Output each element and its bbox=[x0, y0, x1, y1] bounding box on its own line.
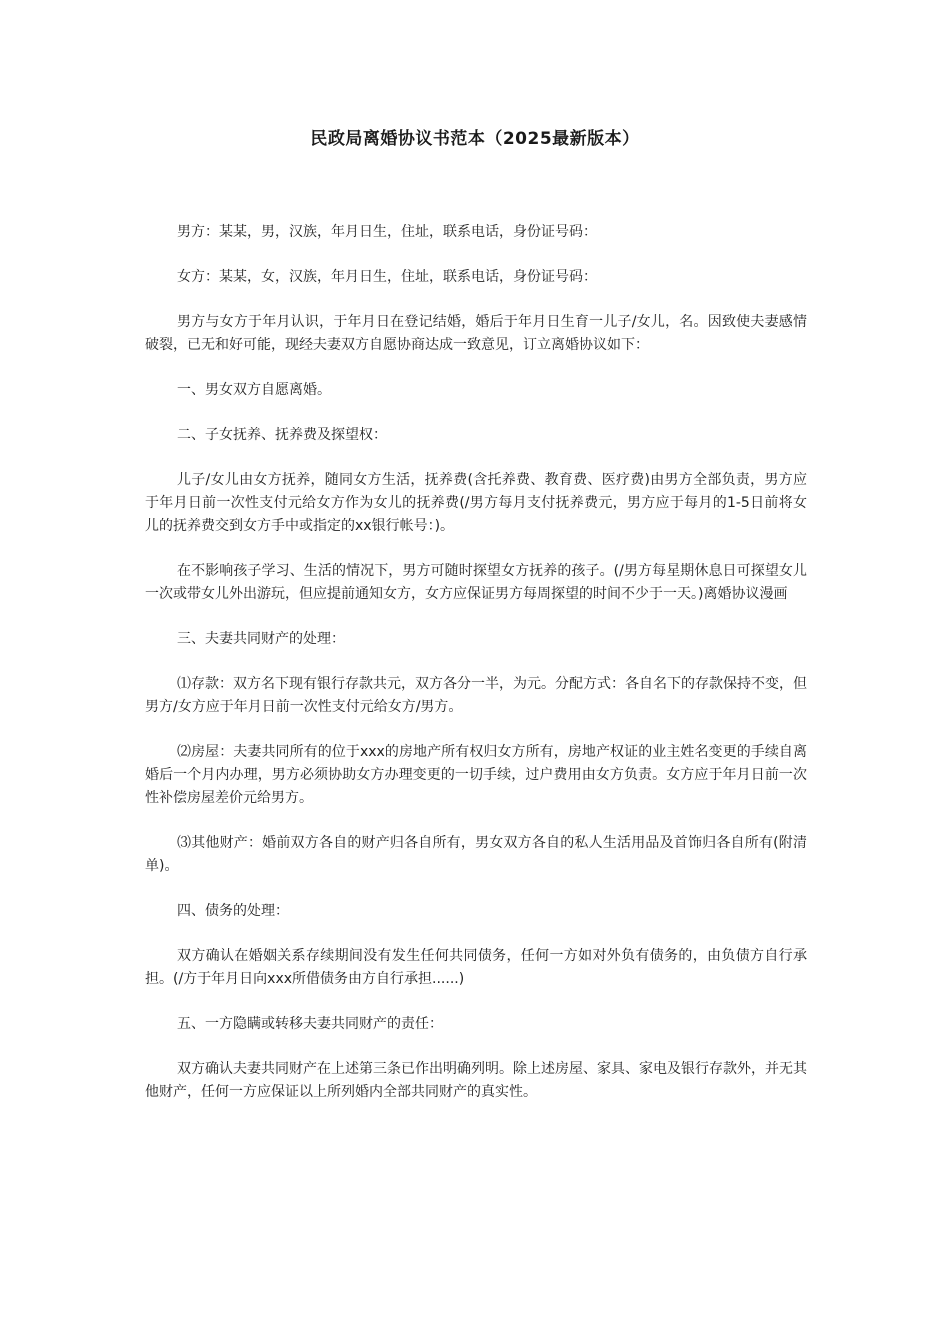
section-heading-divorce: 一、男女双方自愿离婚。 bbox=[177, 382, 331, 398]
party-male-info: 男方：某某，男，汉族，年月日生，住址，联系电话，身份证号码： bbox=[177, 224, 597, 240]
section-heading-property: 三、夫妻共同财产的处理： bbox=[177, 631, 345, 647]
party-female-info: 女方：某某，女，汉族，年月日生，住址，联系电话，身份证号码： bbox=[177, 269, 597, 285]
property-other-paragraph: ⑶其他财产：婚前双方各自的财产归各自所有，男女双方各自的私人生活用品及首饰归各自所有(附清单)。 bbox=[145, 835, 807, 874]
property-savings-paragraph: ⑴存款：双方名下现有银行存款共元，双方各分一半，为元。分配方式：各自名下的存款保持不变，但男方/女方应于年月日前一次性支付元给女方/男方。 bbox=[145, 676, 807, 715]
custody-paragraph: 儿子/女儿由女方抚养，随同女方生活，抚养费(含托养费、教育费、医疗费)由男方全部负责，男方应于年月日前一次性支付元给女方作为女儿的抚养费(/男方每月支付抚养费元，男方应于每月的1-5日前将女儿的抚养费交到女方手中或指定的xx银行帐号：)。 bbox=[145, 472, 807, 534]
document-title: 民政局离婚协议书范本（2025最新版本） bbox=[310, 129, 640, 149]
visitation-paragraph: 在不影响孩子学习、生活的情况下，男方可随时探望女方抚养的孩子。(/男方每星期休息日可探望女儿一次或带女儿外出游玩，但应提前通知女方，女方应保证男方每周探望的时间不少于一天。)离婚协议漫画 bbox=[145, 563, 807, 602]
property-house-paragraph: ⑵房屋：夫妻共同所有的位于xxx的房地产所有权归女方所有，房地产权证的业主姓名变更的手续自离婚后一个月内办理，男方必须协助女方办理变更的一切手续，过户费用由女方负责。女方应于年月日前一次性补偿房屋差价元给男方。 bbox=[145, 744, 807, 806]
document-body bbox=[145, 221, 807, 1126]
debt-paragraph: 双方确认在婚姻关系存续期间没有发生任何共同债务，任何一方如对外负有债务的，由负债方自行承担。(/方于年月日向xxx所借债务由方自行承担......) bbox=[145, 948, 807, 987]
background-paragraph: 男方与女方于年月认识，于年月日在登记结婚，婚后于年月日生育一儿子/女儿，名。因致使夫妻感情破裂，已无和好可能，现经夫妻双方自愿协商达成一致意见，订立离婚协议如下： bbox=[145, 314, 807, 353]
section-heading-concealment: 五、一方隐瞒或转移夫妻共同财产的责任： bbox=[177, 1016, 443, 1032]
concealment-paragraph: 双方确认夫妻共同财产在上述第三条已作出明确列明。除上述房屋、家具、家电及银行存款外，并无其他财产，任何一方应保证以上所列婚内全部共同财产的真实性。 bbox=[145, 1061, 807, 1100]
section-heading-debt: 四、债务的处理： bbox=[177, 903, 289, 919]
section-heading-custody: 二、子女抚养、抚养费及探望权： bbox=[177, 427, 387, 443]
